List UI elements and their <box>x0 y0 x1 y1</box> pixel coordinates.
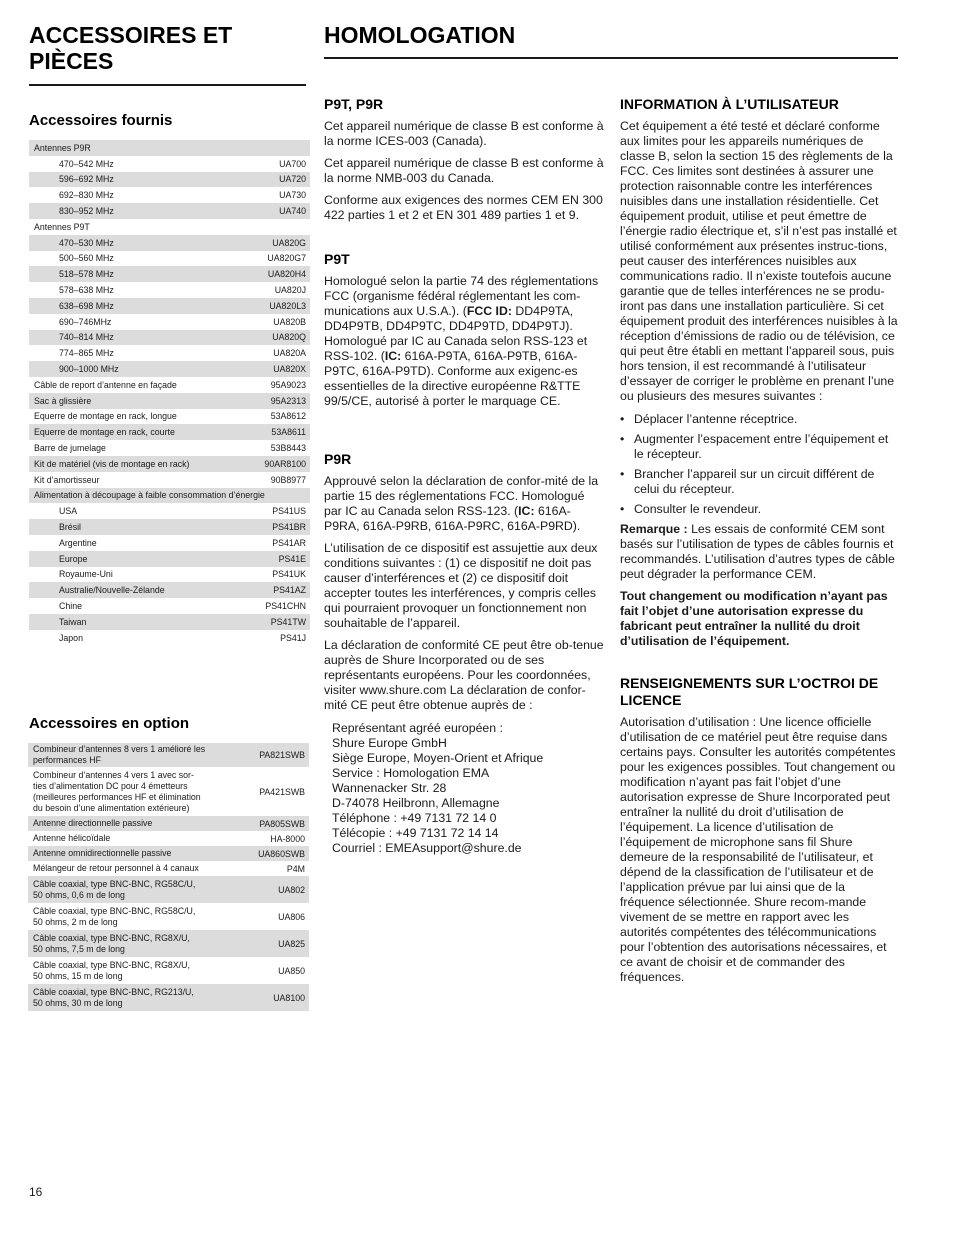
p9r-para-3: La déclaration de conformité CE peut être ob-tenue auprès de Shure Incorporated ou de ses représentants européens. Pour les coordonnées, visiter www.shure.com La déclaration de confor-mité CE peut être obtenue auprès de : <box>324 638 604 712</box>
fournis-item-code: 90AR8100 <box>264 458 306 469</box>
option-item-code: UA850 <box>278 965 305 976</box>
fournis-item-name: 500–560 MHz <box>59 253 114 264</box>
fournis-row <box>29 235 310 251</box>
fournis-item-name: 900–1000 MHz <box>59 364 119 375</box>
fournis-row <box>29 266 310 282</box>
info-heading: INFORMATION À L’UTILISATEUR <box>620 96 839 112</box>
fournis-item-name: Barre de jumelage <box>34 443 106 454</box>
right-column <box>620 96 898 992</box>
fournis-item-name: Equerre de montage en rack, courte <box>34 427 175 438</box>
fournis-item-code: UA730 <box>279 190 306 201</box>
homologation-title-rule <box>324 57 898 59</box>
option-row <box>28 876 309 903</box>
p9r-text-b: 616A-P9RA, 616A-P9RB, 616A-P9RC, 616A-P9RD). <box>324 504 581 533</box>
option-row <box>28 846 309 861</box>
page-number: 16 <box>29 1185 43 1199</box>
fournis-item-code: PS41AR <box>272 537 306 548</box>
page-title-accessoires <box>29 22 306 74</box>
title-line-2: PIÈCES <box>29 48 114 74</box>
fournis-item-name: 470–542 MHz <box>59 158 114 169</box>
fournis-row <box>29 314 310 330</box>
fournis-item-code: UA820J <box>274 285 306 296</box>
eu-representative-address: Représentant agréé européen : Shure Europe GmbH Siège Europe, Moyen-Orient et Afrique Service : Homologation EMA Wannenacker Str. 28 D-74078 Heilbronn, Allemagne Téléphone : +49 7131 72 14 0 Télécopie : +49 7131 72 14 14 Courriel : EMEAsupport@shure.de <box>332 721 544 855</box>
option-item-name: Mélangeur de retour personnel à 4 canaux <box>33 863 199 873</box>
left-header <box>29 22 306 74</box>
p9t-ic-label: IC: <box>384 349 402 363</box>
option-heading: Accessoires en option <box>29 715 190 732</box>
fournis-item-code: UA820G <box>272 237 306 248</box>
fournis-table <box>29 140 310 646</box>
fournis-row <box>29 567 310 583</box>
fournis-item-code: PS41E <box>278 553 306 564</box>
fournis-heading: Accessoires fournis <box>29 112 173 129</box>
fournis-row <box>29 251 310 267</box>
fournis-item-code: PS41J <box>280 632 306 643</box>
fournis-item-name: Japon <box>59 632 83 643</box>
option-row <box>28 767 309 816</box>
p9r-ic-label: IC: <box>518 504 535 518</box>
option-item-code: HA-8000 <box>270 833 305 844</box>
p9r-para-1 <box>324 474 604 534</box>
fournis-row <box>29 424 310 440</box>
info-bullet-list <box>620 412 898 517</box>
fournis-item-name: Europe <box>59 553 88 564</box>
fournis-row <box>29 409 310 425</box>
fournis-row <box>29 456 310 472</box>
fournis-row <box>29 582 310 598</box>
option-item-name: Câble coaxial, type BNC-BNC, RG58C/U, 50 ohms, 0,6 m de long <box>33 878 196 900</box>
p9t-text-a: Homologué selon la partie 74 des réglementations FCC (organisme fédéral réglementant les com-munications aux U.S.A.). ( <box>324 274 599 318</box>
p9r-text-a: Approuvé selon la déclaration de confor-mité de la partie 15 des réglementations FCC. Homologué par IC au Canada selon RSS-123. ( <box>324 474 599 518</box>
fournis-item-name: Antennes P9T <box>34 221 90 232</box>
option-row <box>28 984 309 1011</box>
fournis-item-code: UA820H4 <box>267 269 306 280</box>
fournis-item-name: 740–814 MHz <box>59 332 114 343</box>
homologation-title: HOMOLOGATION <box>324 22 516 48</box>
fournis-item-name: Equerre de montage en rack, longue <box>34 411 177 422</box>
fournis-item-code: UA820G7 <box>267 253 306 264</box>
info-note <box>620 522 898 582</box>
fournis-row <box>29 203 310 219</box>
option-item-code: UA825 <box>278 938 305 949</box>
fournis-row <box>29 377 310 393</box>
fournis-item-name: Brésil <box>59 522 81 533</box>
info-bullet-item: • Augmenter l’espacement entre l’équipement et le récepteur. <box>620 432 898 462</box>
fournis-item-code: 95A2313 <box>270 395 306 406</box>
fournis-row <box>29 535 310 551</box>
fournis-item-code: PS41BR <box>272 522 306 533</box>
fournis-row <box>29 156 310 172</box>
fournis-item-code: 95A9023 <box>270 379 306 390</box>
option-item-code: P4M <box>286 863 305 874</box>
option-row <box>28 743 309 767</box>
fournis-item-code: 90B8977 <box>270 474 306 485</box>
fournis-item-code: UA820X <box>273 364 306 375</box>
fournis-item-code: PS41AZ <box>273 585 306 596</box>
fournis-row <box>29 393 310 409</box>
fournis-item-name: 518–578 MHz <box>59 269 114 280</box>
option-row <box>28 903 309 930</box>
fournis-item-code: PS41TW <box>270 616 306 627</box>
licence-heading: RENSEIGNEMENTS SUR L’OCTROI DE LICENCE <box>620 675 879 708</box>
option-row <box>28 861 309 876</box>
option-item-name: Combineur d’antennes 8 vers 1 amélioré les performances HF <box>33 744 206 765</box>
note-text: Les essais de conformité CEM sont basés sur l’utilisation de types de câbles fournis et recommandés. L’utilisation d’autres types de câble peut dégrader la performance CEM. <box>620 522 895 581</box>
option-item-code: UA806 <box>278 911 305 922</box>
fournis-row <box>29 172 310 188</box>
fournis-item-code: PS41UK <box>272 569 306 580</box>
info-bullet-item: • Déplacer l’antenne réceptrice. <box>620 412 898 427</box>
fournis-row <box>29 361 310 377</box>
option-row <box>28 816 309 831</box>
info-para-1: Cet équipement a été testé et déclaré conforme aux limites pour les appareils numériques de classe B, selon la section 15 des règlements de la FCC. Ces limites sont destinées à assurer une protection raisonnable contre les interférences nuisibles dans une installation résidentielle. Cet équipement produit, utilise et peut émettre de l’énergie radio électrique et, s’il n’est pas installé et utilisé conformément aux présentes instruc-tions, peut causer des interférences nuisibles aux communications radio. Il n’existe toutefois aucune garantie que de telles interférences ne se produ-iront pas dans une installation particulière. Si cet équipement produit des interférences nuisibles à la réception d’émissions de radio ou de télévision, ce qui peut être établi en mettant l’appareil sous, puis hors tension, il est recommandé à l’utilisateur d’essayer de corriger le problème en prenant l’une ou plusieurs des mesures suivantes : <box>620 119 898 403</box>
fournis-item-name: USA <box>59 506 78 517</box>
fournis-item-name: Taiwan <box>59 616 87 627</box>
fournis-item-code: PS41US <box>272 506 306 517</box>
p9t-heading: P9T <box>324 251 350 267</box>
fournis-row <box>29 630 310 646</box>
option-table <box>28 743 309 1011</box>
fournis-item-name: 578–638 MHz <box>59 285 114 296</box>
option-row <box>28 957 309 984</box>
fournis-row <box>29 330 310 346</box>
p9t-p9r-para-3: Conforme aux exigences des normes CEM EN 300 422 parties 1 et 2 et EN 301 489 parties 1 et 9. <box>324 193 603 222</box>
fournis-row <box>29 551 310 567</box>
option-item-name: Câble coaxial, type BNC-BNC, RG58C/U, 50 ohms, 2 m de long <box>33 905 196 927</box>
licence-text: Autorisation d’utilisation : Une licence officielle d’utilisation de ce matériel peut être requise dans certains pays. Consulter les autorités compétentes pour les exigences possibles. Tout changement ou modification n’ayant pas fait l’objet d’une autorisation expresse de Shure Incorporated peut entraîner la nullité du droit d’utilisation de l’équipement. La licence d’utilisation de l’équipement de microphone sans fil Shure demeure de la responsabilité de l’utilisateur, et dépend de la classification de l’utilisateur et de l’application prévue par lui ainsi que de la fréquence sélectionnée. Shure recom-mande vivement de se mettre en rapport avec les autorités compétentes des télécommunications pour l’obtention des autorisations nécessaires, et ce avant de choisir et de commander des fréquences. <box>620 715 896 984</box>
option-row <box>28 930 309 957</box>
option-item-code: PA821SWB <box>259 750 305 760</box>
fournis-item-code: UA820Q <box>272 332 306 343</box>
fournis-row <box>29 614 310 630</box>
fournis-item-name: 774–865 MHz <box>59 348 114 359</box>
fournis-row <box>29 488 310 504</box>
p9t-text-b: DD4P9TA, DD4P9TB, DD4P9TC, DD4P9TD, DD4P9TJ). Homologué par IC au Canada selon RSS-123 et RSS-102. ( <box>324 304 588 363</box>
fournis-item-code: 53A8612 <box>270 411 306 422</box>
fournis-row <box>29 187 310 203</box>
fournis-item-code: UA740 <box>279 206 306 217</box>
option-item-code: UA802 <box>278 884 305 895</box>
option-item-name: Antenne omnidirectionnelle passive <box>33 848 172 858</box>
fournis-item-name: Sac à glissière <box>34 395 92 406</box>
fournis-item-code: PS41CHN <box>265 601 306 611</box>
option-item-name: Combineur d’antennes 4 vers 1 avec sor- ties d’alimentation DC pour 4 émetteurs (meilleures performances HF et élimination du besoin d’une alimentation extérieure) <box>33 769 201 813</box>
fournis-row <box>29 472 310 488</box>
fournis-item-name: 596–692 MHz <box>59 174 114 185</box>
info-warning: Tout changement ou modification n’ayant pas fait l’objet d’une autorisation expresse du fabricant peut entraîner la nullité du droit d’utilisation de l’équipement. <box>620 589 888 648</box>
fournis-item-code: UA700 <box>279 158 306 169</box>
fournis-item-code: 53B8443 <box>270 443 306 454</box>
fournis-item-name: Alimentation à découpage à faible consommation d’énergie <box>34 490 265 501</box>
fournis-row <box>29 598 310 614</box>
fournis-item-name: Royaume-Uni <box>59 569 113 580</box>
left-title-rule <box>29 84 306 86</box>
fournis-row <box>29 440 310 456</box>
fournis-item-name: 830–952 MHz <box>59 206 114 217</box>
option-item-code: UA860SWB <box>258 848 305 859</box>
fournis-item-name: 638–698 MHz <box>59 300 114 311</box>
fournis-item-name: Kit de matériel (vis de montage en rack) <box>34 458 190 469</box>
fournis-item-name: Câble de report d’antenne en façade <box>34 379 177 390</box>
fournis-item-name: Chine <box>59 601 82 611</box>
option-item-name: Antenne hélicoïdale <box>33 833 111 843</box>
fournis-row <box>29 298 310 314</box>
fournis-row <box>29 503 310 519</box>
option-item-name: Câble coaxial, type BNC-BNC, RG213/U, 50 ohms, 30 m de long <box>33 986 194 1008</box>
p9r-para-2: L’utilisation de ce dispositif est assujettie aux deux conditions suivantes : (1) ce dispositif ne doit pas causer d’interférences et (2) ce dispositif doit accepter toutes les interférences, y compris celles qui pourraient provoquer un fonctionnement non souhaitable de l’appareil. <box>324 541 598 630</box>
option-item-code: PA805SWB <box>259 818 305 829</box>
fournis-row <box>29 219 310 235</box>
option-item-name: Câble coaxial, type BNC-BNC, RG8X/U, 50 ohms, 7,5 m de long <box>33 932 190 954</box>
p9t-p9r-para-1: Cet appareil numérique de classe B est conforme à la norme ICES-003 (Canada). <box>324 119 604 148</box>
fournis-row <box>29 140 310 156</box>
option-item-name: Antenne directionnelle passive <box>33 818 153 828</box>
p9r-heading: P9R <box>324 451 352 467</box>
fcc-id-label: FCC ID: <box>466 304 512 318</box>
fournis-row <box>29 282 310 298</box>
note-label: Remarque : <box>620 522 688 536</box>
fournis-item-name: Argentine <box>59 537 97 548</box>
fournis-row <box>29 345 310 361</box>
fournis-item-code: UA820L3 <box>269 300 306 311</box>
fournis-item-name: Australie/Nouvelle-Zélande <box>59 585 165 596</box>
fournis-item-name: 692–830 MHz <box>59 190 114 201</box>
fournis-item-code: UA820B <box>273 316 306 327</box>
middle-column <box>324 96 604 856</box>
title-line-1: ACCESSOIRES ET <box>29 22 233 48</box>
option-item-code: PA421SWB <box>259 786 305 797</box>
fournis-item-code: UA720 <box>279 174 306 185</box>
fournis-item-name: Antennes P9R <box>34 142 91 153</box>
p9t-text-c: 616A-P9TA, 616A-P9TB, 616A-P9TC, 616A-P9TD). Conforme aux exigenc-es essentielles de la directive européenne R&TTE 99/5/CE, autorisé à porter le marquage CE. <box>324 349 581 408</box>
fournis-item-name: 470–530 MHz <box>59 237 114 248</box>
fournis-item-code: 53A8611 <box>271 427 306 438</box>
fournis-item-name: Kit d’amortisseur <box>34 474 100 485</box>
option-item-name: Câble coaxial, type BNC-BNC, RG8X/U, 50 ohms, 15 m de long <box>33 959 190 981</box>
fournis-item-name: 690–746MHz <box>59 316 112 327</box>
option-item-code: UA8100 <box>273 992 305 1003</box>
fournis-item-code: UA820A <box>273 348 306 359</box>
p9t-para <box>324 274 604 409</box>
info-bullet-item: • Consulter le revendeur. <box>620 502 898 517</box>
fournis-row <box>29 519 310 535</box>
p9t-p9r-para-2: Cet appareil numérique de classe B est conforme à la norme NMB-003 du Canada. <box>324 156 604 185</box>
info-bullet-item: • Brancher l’appareil sur un circuit différent de celui du récepteur. <box>620 467 898 497</box>
option-row <box>28 831 309 846</box>
p9t-p9r-heading: P9T, P9R <box>324 96 384 112</box>
